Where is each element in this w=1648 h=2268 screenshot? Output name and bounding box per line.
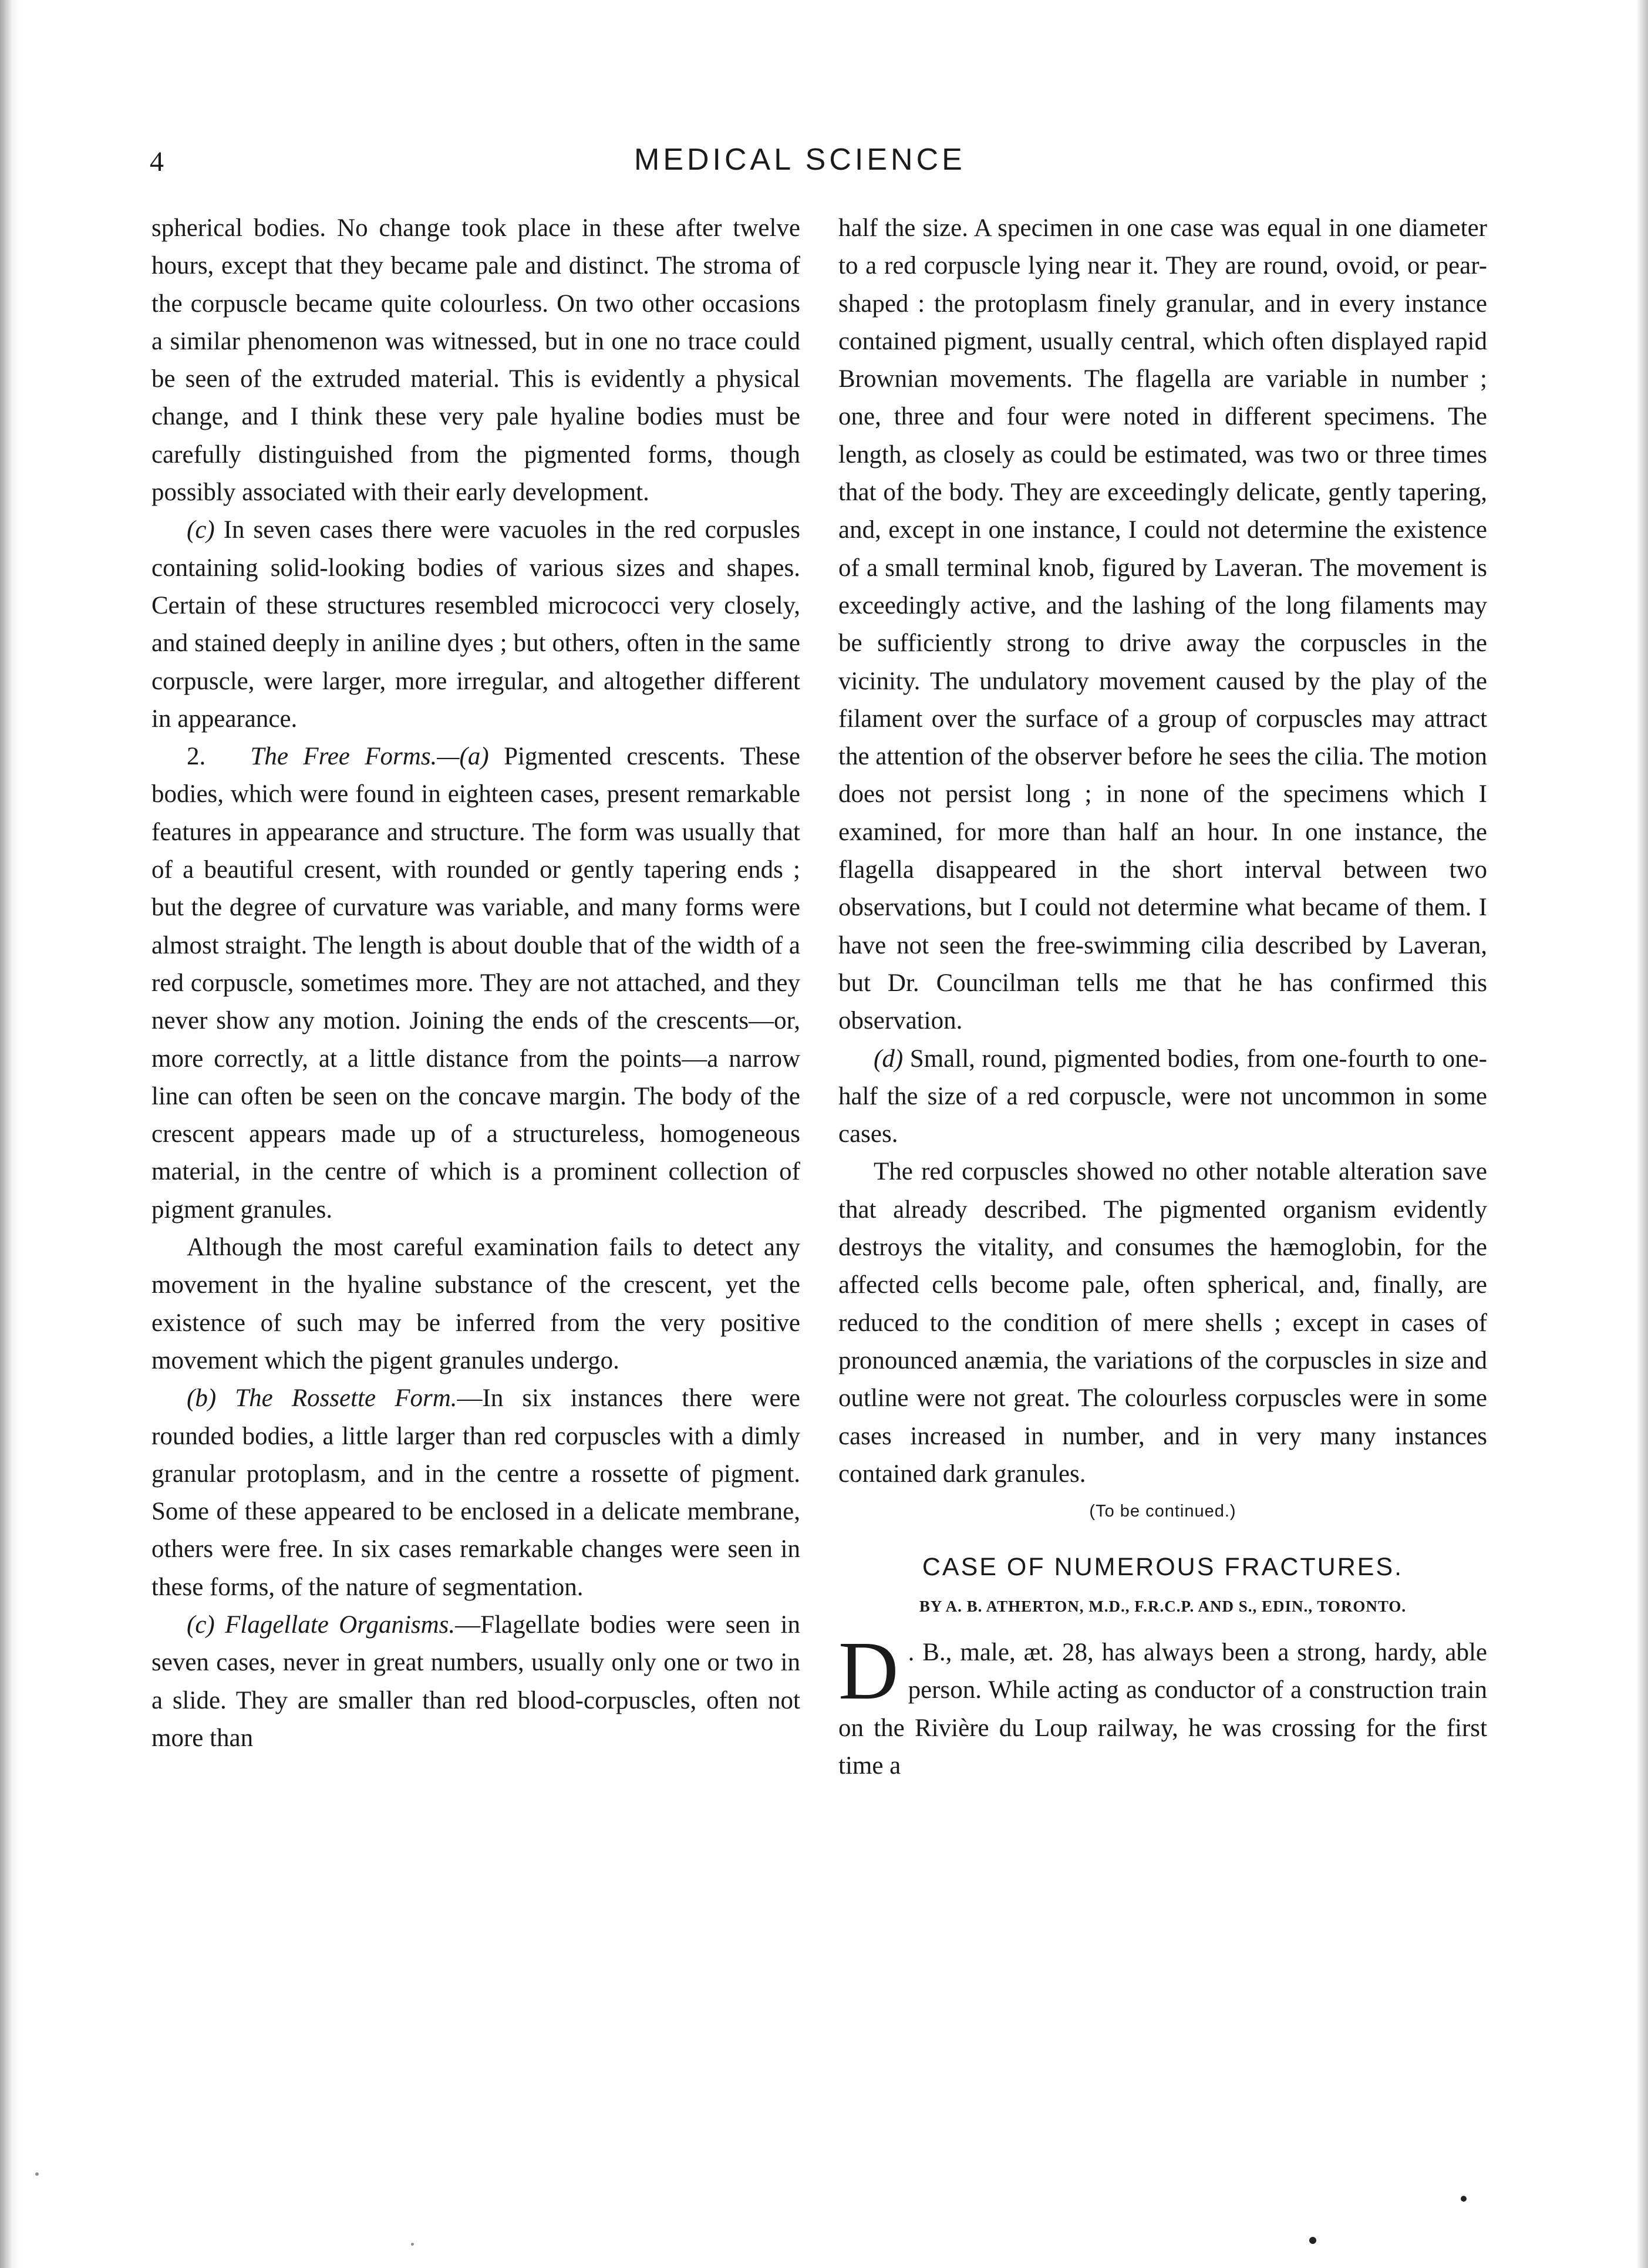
scan-speck [35,2172,39,2176]
paragraph-label: (d) [874,1044,904,1073]
paragraph: The red corpuscles showed no other notable alteration save that already described. The pigmented organism evidently destroys the vitality, and consumes the hæmoglobin, for the affected cells become pale, often spherical, and, finally, are reduced to the condition of mere shells ; except in cases of pronounced anæmia, the variations of the corpuscles in size and outline were not great. The colourless corpuscles were in some cases increased in number, and in very many instances contained dark granules. [838,1158,1487,1488]
continued-note: (To be continued.) [1089,1502,1236,1521]
scan-speck [1309,2237,1316,2244]
paragraph-text: . B., male, æt. 28, has always been a strong, hardy, able person. While acting as conductor of a construction train on the Rivière du Loup railway, he was crossing for the first time a [838,1639,1487,1780]
paragraph: spherical bodies. No change took place in these after twelve hours, except that they became pale and distinct. The stroma of the corpuscle became quite colourless. On two other occasions a similar phenomenon was witnessed, but in one no trace could be seen of the extruded material. This is evidently a physical change, and I think these very pale hyaline bodies must be carefully distinguished from the pigmented forms, though possibly associated with their early development. [151,214,800,507]
paragraph: half the size. A specimen in one case was equal in one diameter to a red corpuscle lying near it. They are round, ovoid, or pear-shaped : the protoplasm finely granular, and in every instance contained pigment, usually central, which often displayed rapid Brownian movements. The flagella are variable in number ; one, three and four were noted in different specimens. The length, as closely as could be estimated, was two or three times that of the body. They are exceedingly delicate, gently tapering, and, except in one instance, I could not determine the existence of a small terminal knob, figured by Laveran. The movement is exceedingly active, and the lashing of the long filaments may be sufficiently strong to drive away the corpuscles in the vicinity. The undulatory movement caused by the play of the filament over the surface of a group of corpuscles may attract the attention of the observer before he sees the cilia. The motion does not persist long ; in none of the specimens which I examined, for more than half an hour. In one instance, the flagella disappeared in the short interval between two observations, but I could not determine what became of them. I have not seen the free-swimming cilia described by Laveran, but Dr. Councilman tells me that he has confirmed this observation. [838,214,1487,1035]
paragraph [151,511,800,738]
page-number: 4 [150,146,164,177]
article-byline: BY A. B. ATHERTON, M.D., F.R.C.P. AND S., EDIN., TORONTO. [919,1598,1407,1616]
left-column [151,210,800,1757]
scan-edge-right [1636,0,1648,2268]
paragraph-label: (c) [187,516,215,544]
paragraph: Although the most careful examination fails to detect any movement in the hyaline substance of the crescent, yet the existence of such may be inferred from the very positive movement which the pigent granules undergo. [151,1234,800,1374]
paragraph-text: In seven cases there were vacuoles in the red corpusles containing solid-looking bodies of various sizes and shapes. Certain of these structures resembled micrococci very closely, and stained deeply in aniline dyes ; but others, often in the same corpuscle, were larger, more irregular, and altogether different in appearance. [151,516,800,733]
running-head: MEDICAL SCIENCE [634,143,966,177]
paragraph-text: Small, round, pigmented bodies, from one-fourth to one-half the size of a red corpuscle, were not uncommon in some cases. [838,1044,1487,1148]
paragraph [151,738,800,1229]
scan-speck [1461,2196,1467,2202]
article-title: CASE OF NUMEROUS FRACTURES. [922,1553,1404,1582]
scan-speck [411,2243,414,2246]
section-number: 2. [187,743,206,771]
paragraph-text: —In six instances there were rounded bodies, a little larger than red corpuscles with a dimly granular protoplasm, and in the centre a rossette of pigment. Some of these appeared to be enclosed in a delicate membrane, others were free. In six cases remarkable changes were seen in these forms, of the nature of segmentation. [151,1384,800,1601]
paragraph-label: (c) Flagellate Organisms. [187,1610,456,1639]
right-column [838,210,1487,1785]
paragraph-label: (b) The Rossette Form. [187,1384,457,1413]
paragraph-text: —Flagellate bodies were seen in seven cases, never in great numbers, usually only one or two in a slide. They are smaller than red blood-corpuscles, often not more than [151,1610,800,1752]
drop-cap: D [838,1624,899,1717]
scan-edge-left [0,0,20,2268]
paragraph [151,1380,800,1606]
paragraph-label: The Free Forms.—(a) [250,743,489,771]
paragraph-text: Pigmented crescents. These bodies, which were found in eighteen cases, present remarkable features in appearance and structure. The form was usually that of a beautiful cresent, with rounded or gently tapering ends ; but the degree of curvature was variable, and many forms were almost straight. The length is about double that of the width of a red corpuscle, sometimes more. They are not attached, and they never show any motion. Joining the ends of the crescents—or, more correctly, at a little distance from the points—a narrow line can often be seen on the concave margin. The body of the crescent appears made up of a structureless, homogeneous material, in the centre of which is a prominent collection of pigment granules. [151,743,800,1224]
paragraph [151,1606,800,1757]
paragraph [838,1040,1487,1154]
article-opening [838,1624,1487,1785]
